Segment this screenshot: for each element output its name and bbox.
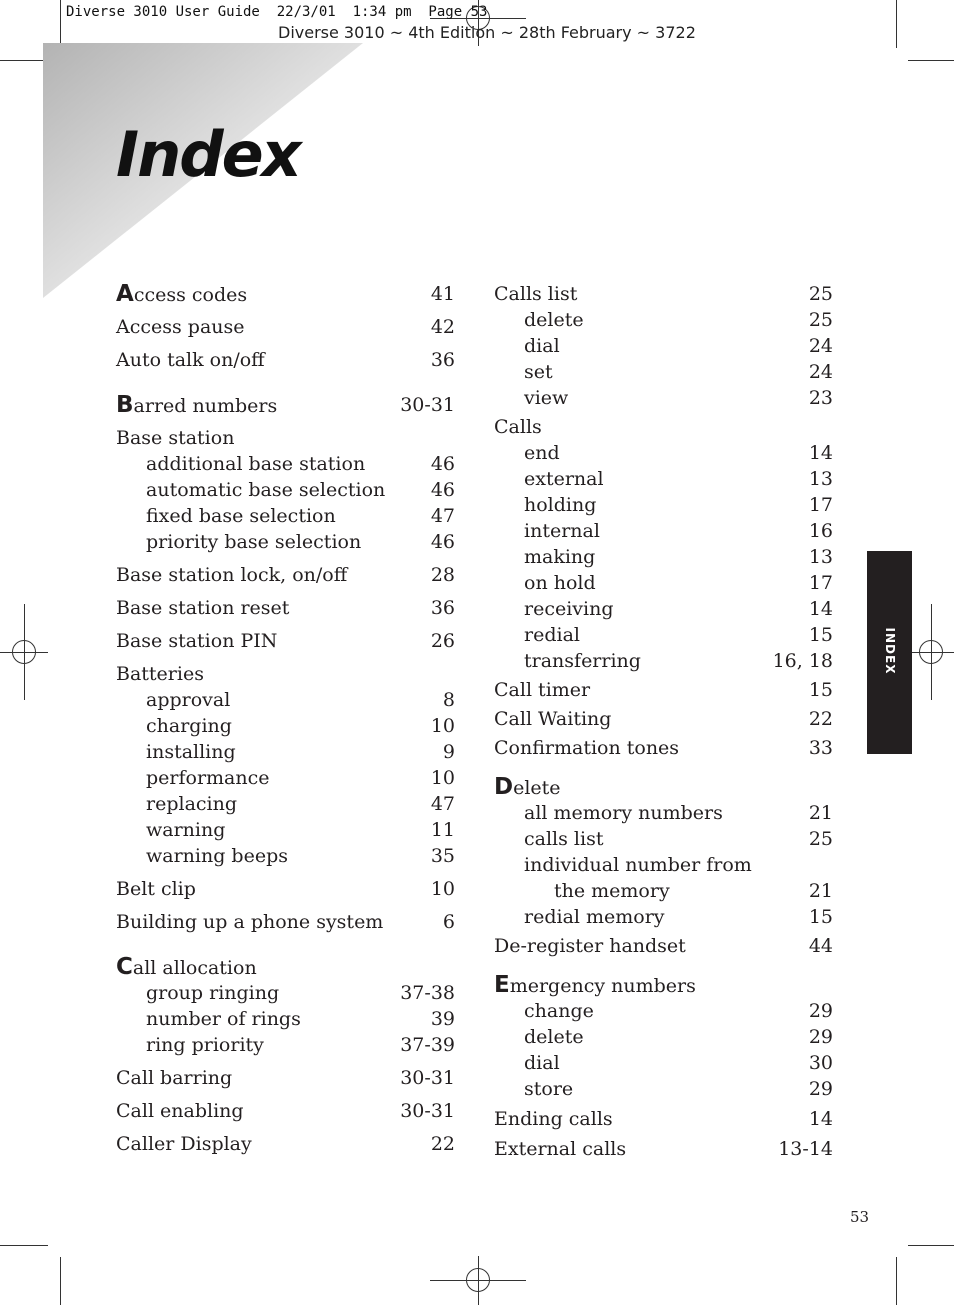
index-term <box>524 596 614 622</box>
index-entry <box>116 713 455 739</box>
index-entry <box>494 1024 833 1050</box>
index-term-text: priority base selection <box>146 531 362 553</box>
index-term <box>554 878 670 904</box>
index-term-text: Caller Display <box>116 1133 252 1155</box>
index-entry <box>116 1065 455 1091</box>
index-term <box>146 817 225 843</box>
index-page-ref: 37-38 <box>400 982 455 1004</box>
index-term-text: Calls <box>494 416 542 438</box>
index-term-text: replacing <box>146 793 238 815</box>
index-term <box>146 529 361 555</box>
index-term <box>116 562 347 588</box>
index-entry <box>116 562 455 588</box>
index-entry <box>116 954 455 980</box>
index-term <box>524 622 580 648</box>
index-entry <box>116 392 455 418</box>
index-term <box>146 451 365 477</box>
index-page-ref: 28 <box>430 564 455 586</box>
index-term-text: delete <box>524 1026 584 1048</box>
index-term-text: fixed base selection <box>146 505 336 527</box>
index-page-ref: 30 <box>808 1052 833 1074</box>
index-term-text: on hold <box>524 572 596 594</box>
index-initial-letter: B <box>116 392 134 418</box>
index-term-text: the memory <box>554 880 670 902</box>
index-page-ref: 13 <box>808 468 833 490</box>
index-term <box>524 904 665 930</box>
index-entry <box>116 791 455 817</box>
index-term <box>524 518 600 544</box>
crop-mark <box>896 0 897 48</box>
crop-mark <box>0 60 48 61</box>
index-entry <box>116 347 455 373</box>
index-term <box>524 570 596 596</box>
index-term-text: installing <box>146 741 236 763</box>
index-term-text: Base station PIN <box>116 630 278 652</box>
index-page-ref: 11 <box>430 819 455 841</box>
index-term <box>524 385 568 411</box>
index-term <box>524 800 723 826</box>
index-term-text: Batteries <box>116 663 204 685</box>
index-term <box>116 392 277 419</box>
index-term <box>116 347 265 373</box>
index-initial-letter: D <box>494 774 514 800</box>
index-term <box>494 706 611 732</box>
index-term-text: additional base station <box>146 453 366 475</box>
index-entry <box>116 909 455 935</box>
index-term <box>494 933 686 959</box>
index-term-text: redial memory <box>524 906 665 928</box>
index-term <box>146 843 288 869</box>
index-term <box>146 503 336 529</box>
crop-mark <box>60 0 61 48</box>
index-page-ref: 29 <box>808 1026 833 1048</box>
edition-line: Diverse 3010 ~ 4th Edition ~ 28th February ~ 3722 <box>278 23 696 42</box>
index-entry <box>116 1032 455 1058</box>
index-term-text: Confirmation tones <box>494 737 680 759</box>
index-page-ref: 47 <box>430 505 455 527</box>
index-term-text: internal <box>524 520 600 542</box>
index-term <box>146 713 232 739</box>
index-term <box>524 826 603 852</box>
index-term-text: calls list <box>524 828 604 850</box>
index-term-text: warning <box>146 819 226 841</box>
index-entry <box>116 739 455 765</box>
index-initial-letter: C <box>116 954 133 980</box>
index-term <box>116 1065 232 1091</box>
index-term-text: Call timer <box>494 679 591 701</box>
index-term-text: Call Waiting <box>494 708 612 730</box>
index-entry <box>494 998 833 1024</box>
index-page-ref: 8 <box>442 689 455 711</box>
crop-mark <box>60 1257 61 1305</box>
index-term <box>524 1050 560 1076</box>
index-term-text: delete <box>524 309 584 331</box>
index-term-text: dial <box>524 335 560 357</box>
index-term-text: Call barring <box>116 1067 233 1089</box>
index-term <box>116 314 245 340</box>
index-page-ref: 25 <box>808 283 833 305</box>
index-term <box>146 477 385 503</box>
index-term-text: warning beeps <box>146 845 288 867</box>
index-entry <box>494 826 833 852</box>
index-page-ref: 14 <box>808 442 833 464</box>
index-entry <box>116 477 455 503</box>
index-term <box>524 333 560 359</box>
page-title: Index <box>116 118 300 191</box>
index-column-right <box>494 281 833 1162</box>
index-term-text: performance <box>146 767 270 789</box>
index-page-ref: 46 <box>430 531 455 553</box>
index-term-text: arred numbers <box>133 395 278 417</box>
index-page-ref: 29 <box>808 1000 833 1022</box>
index-entry <box>116 765 455 791</box>
index-page-ref: 10 <box>430 878 455 900</box>
index-term <box>116 595 289 621</box>
index-page-ref: 39 <box>430 1008 455 1030</box>
index-term-text: transferring <box>524 650 641 672</box>
index-entry <box>494 735 833 761</box>
index-entry <box>116 1131 455 1157</box>
crop-mark <box>896 1257 897 1305</box>
index-term-text: mergency numbers <box>509 975 696 997</box>
index-page-ref: 22 <box>430 1133 455 1155</box>
index-column-left <box>116 281 455 1157</box>
index-page-ref: 16 <box>808 520 833 542</box>
index-term <box>524 1024 584 1050</box>
index-entry <box>494 677 833 703</box>
index-term <box>494 1136 626 1162</box>
index-term <box>494 1106 613 1132</box>
index-entry <box>116 1098 455 1124</box>
index-entry <box>494 972 833 998</box>
index-term <box>146 765 270 791</box>
index-page-ref: 25 <box>808 309 833 331</box>
index-entry <box>494 904 833 930</box>
index-page-ref: 6 <box>442 911 455 933</box>
index-entry <box>116 529 455 555</box>
index-entry <box>494 359 833 385</box>
index-term-text: all memory numbers <box>524 802 723 824</box>
index-page-ref: 44 <box>808 935 833 957</box>
index-term-text: Building up a phone system <box>116 911 384 933</box>
index-term-text: Ending calls <box>494 1108 613 1130</box>
index-entry <box>494 281 833 307</box>
index-initial-letter: E <box>494 972 510 998</box>
index-entry <box>494 622 833 648</box>
index-term-text: Call enabling <box>116 1100 244 1122</box>
index-term <box>494 972 696 999</box>
index-entry <box>494 596 833 622</box>
index-term <box>146 791 237 817</box>
index-page-ref: 21 <box>808 802 833 824</box>
section-tab-label: INDEX <box>883 627 897 675</box>
index-entry <box>494 466 833 492</box>
index-page-ref: 21 <box>808 880 833 902</box>
index-term-text: view <box>524 387 569 409</box>
index-entry <box>494 1050 833 1076</box>
registration-mark <box>919 640 943 664</box>
index-term <box>116 628 277 654</box>
index-term-text: ring priority <box>146 1034 264 1056</box>
index-page-ref: 15 <box>808 906 833 928</box>
index-term-text: Belt clip <box>116 878 196 900</box>
index-term <box>524 466 604 492</box>
index-term <box>524 544 595 570</box>
index-entry <box>116 314 455 340</box>
index-page-ref: 24 <box>808 361 833 383</box>
index-term <box>116 1131 252 1157</box>
index-entry <box>494 544 833 570</box>
index-term-text: Base station <box>116 427 235 449</box>
index-entry <box>116 628 455 654</box>
index-entry <box>494 800 833 826</box>
index-entry <box>494 414 833 440</box>
index-term <box>116 876 196 902</box>
index-term <box>494 774 561 801</box>
index-page-ref: 30-31 <box>400 1067 455 1089</box>
index-page-ref: 13 <box>808 546 833 568</box>
index-term <box>524 852 752 878</box>
index-term <box>146 687 230 713</box>
index-page-ref: 14 <box>808 1108 833 1130</box>
index-term <box>116 281 247 308</box>
index-entry <box>494 570 833 596</box>
index-entry <box>116 687 455 713</box>
index-page-ref: 13-14 <box>778 1138 833 1160</box>
printer-slug: Diverse 3010 User Guide 22/3/01 1:34 pm Page 53 <box>66 4 488 20</box>
index-page-ref: 10 <box>430 767 455 789</box>
registration-mark <box>466 1268 490 1292</box>
index-term-text: set <box>524 361 553 383</box>
index-page-ref: 17 <box>808 572 833 594</box>
crop-mark <box>908 1245 954 1246</box>
index-page-ref: 33 <box>808 737 833 759</box>
index-term <box>494 677 590 703</box>
index-term <box>146 739 236 765</box>
index-term-text: redial <box>524 624 580 646</box>
index-page-ref: 30-31 <box>400 394 455 416</box>
index-term <box>524 307 584 333</box>
index-entry <box>494 706 833 732</box>
index-term-text: end <box>524 442 560 464</box>
index-page-ref: 46 <box>430 453 455 475</box>
index-term <box>146 1006 301 1032</box>
index-term <box>116 909 383 935</box>
index-term-text: receiving <box>524 598 614 620</box>
index-page-ref: 36 <box>430 597 455 619</box>
index-term-text: change <box>524 1000 594 1022</box>
index-term <box>494 281 577 307</box>
index-page-ref: 17 <box>808 494 833 516</box>
index-term-text: Calls list <box>494 283 578 305</box>
index-term-text: holding <box>524 494 597 516</box>
index-entry <box>494 1106 833 1132</box>
crop-mark <box>0 1245 48 1246</box>
index-term-text: elete <box>513 777 561 799</box>
index-entry <box>494 878 833 904</box>
index-term-text: all allocation <box>132 957 257 979</box>
index-term <box>494 735 679 761</box>
index-term-text: individual number from <box>524 854 752 876</box>
index-page-ref: 29 <box>808 1078 833 1100</box>
index-term-text: ccess codes <box>133 284 248 306</box>
index-term <box>146 1032 264 1058</box>
index-entry <box>494 307 833 333</box>
index-term-text: Access pause <box>116 316 245 338</box>
index-page-ref: 25 <box>808 828 833 850</box>
index-page-ref: 36 <box>430 349 455 371</box>
index-term-text: External calls <box>494 1138 627 1160</box>
index-page-ref: 42 <box>430 316 455 338</box>
index-entry <box>116 661 455 687</box>
index-term-text: charging <box>146 715 232 737</box>
index-term <box>116 661 204 687</box>
index-term-text: Auto talk on/off <box>116 349 265 371</box>
index-entry <box>116 425 455 451</box>
crop-mark <box>908 60 954 61</box>
index-page-ref: 47 <box>430 793 455 815</box>
index-entry <box>494 440 833 466</box>
index-page-ref: 9 <box>442 741 455 763</box>
index-page-ref: 15 <box>808 624 833 646</box>
index-term-text: number of rings <box>146 1008 301 1030</box>
index-term <box>116 425 234 451</box>
index-entry <box>116 503 455 529</box>
index-entry <box>116 980 455 1006</box>
index-term-text: Base station reset <box>116 597 290 619</box>
index-entry <box>116 843 455 869</box>
index-entry <box>494 333 833 359</box>
index-page-ref: 16, 18 <box>772 650 833 672</box>
index-entry <box>494 385 833 411</box>
index-page-ref: 23 <box>808 387 833 409</box>
index-page-ref: 46 <box>430 479 455 501</box>
index-entry <box>494 1076 833 1102</box>
index-page-ref: 37-39 <box>400 1034 455 1056</box>
index-entry <box>494 518 833 544</box>
index-entry <box>494 648 833 674</box>
index-entry <box>494 1136 833 1162</box>
index-term <box>524 492 596 518</box>
index-term-text: making <box>524 546 596 568</box>
index-initial-letter: A <box>116 281 134 307</box>
index-term <box>524 998 594 1024</box>
index-term-text: store <box>524 1078 574 1100</box>
index-term-text: external <box>524 468 604 490</box>
index-entry <box>116 451 455 477</box>
index-term <box>494 414 542 440</box>
index-term-text: De-register handset <box>494 935 686 957</box>
index-entry <box>116 281 455 307</box>
index-page-ref: 10 <box>430 715 455 737</box>
index-term <box>524 1076 573 1102</box>
index-term-text: Base station lock, on/off <box>116 564 348 586</box>
index-entry <box>494 933 833 959</box>
index-page-ref: 41 <box>430 283 455 305</box>
index-page-ref: 24 <box>808 335 833 357</box>
index-term <box>524 648 641 674</box>
index-page-ref: 26 <box>430 630 455 652</box>
index-term-text: group ringing <box>146 982 280 1004</box>
index-term-text: approval <box>146 689 231 711</box>
index-term <box>116 1098 244 1124</box>
index-term <box>116 954 257 981</box>
registration-mark <box>12 640 36 664</box>
page-number: 53 <box>850 1208 870 1226</box>
index-page-ref: 15 <box>808 679 833 701</box>
index-page-ref: 22 <box>808 708 833 730</box>
index-entry <box>116 876 455 902</box>
index-entry <box>116 1006 455 1032</box>
index-page-ref: 14 <box>808 598 833 620</box>
index-entry <box>494 492 833 518</box>
index-page-ref: 30-31 <box>400 1100 455 1122</box>
index-entry <box>494 852 833 878</box>
index-term-text: dial <box>524 1052 560 1074</box>
index-entry <box>116 817 455 843</box>
index-entry <box>494 774 833 800</box>
index-page-ref: 35 <box>430 845 455 867</box>
index-entry <box>116 595 455 621</box>
index-term <box>146 980 279 1006</box>
index-term <box>524 359 553 385</box>
index-term-text: automatic base selection <box>146 479 386 501</box>
index-term <box>524 440 560 466</box>
